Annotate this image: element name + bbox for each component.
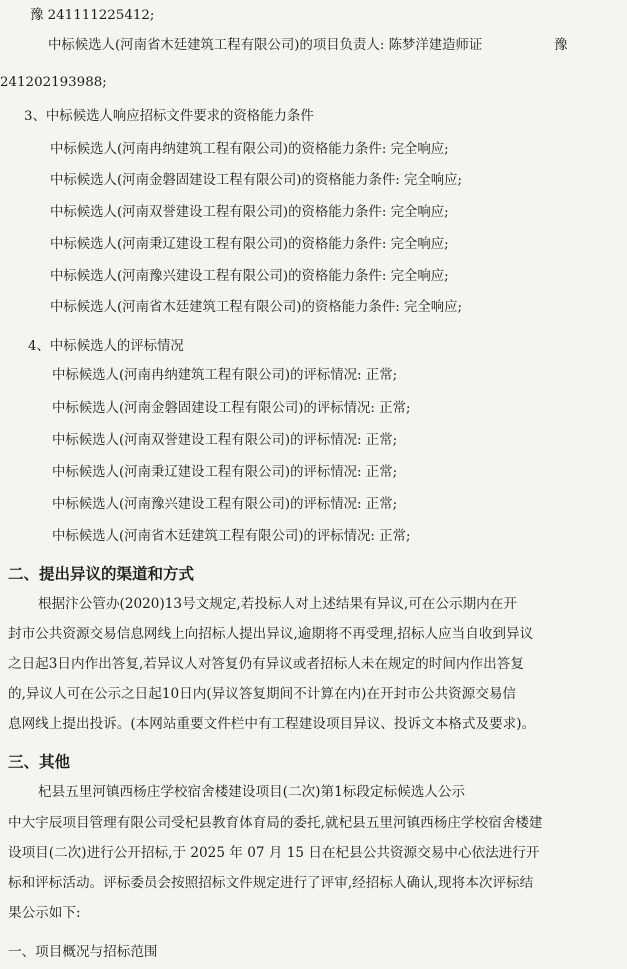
other-paragraph-line: 中大宇辰项目管理有限公司受杞县教育体育局的委托,就杞县五里河镇西杨庄学校宿舍楼建 xyxy=(8,815,543,831)
license-number-line: 豫 241111225412; xyxy=(30,8,155,23)
objection-paragraph-line: 息网线上提出投诉。(本网站重要文件栏中有工程建设项目异议、投诉文本格式及要求)。 xyxy=(8,716,536,732)
evaluation-item: 中标候选人(河南秉辽建设工程有限公司)的评标情况: 正常; xyxy=(52,465,398,480)
evaluation-item: 中标候选人(河南省木廷建筑工程有限公司)的评标情况: 正常; xyxy=(52,529,411,544)
qualification-item: 中标候选人(河南秉辽建设工程有限公司)的资格能力条件: 完全响应; xyxy=(50,237,449,252)
section-3-heading: 3、中标候选人响应招标文件要求的资格能力条件 xyxy=(24,109,314,124)
other-paragraph-line: 标和评标活动。评标委员会按照招标文件规定进行了评审,经招标人确认,现将本次评标结 xyxy=(8,875,534,891)
other-notice-title: 杞县五里河镇西杨庄学校宿舍楼建设项目(二次)第1标段定标候选人公示 xyxy=(38,784,466,800)
evaluation-item: 中标候选人(河南冉纳建筑工程有限公司)的评标情况: 正常; xyxy=(52,368,398,383)
section-4-heading: 4、中标候选人的评标情况 xyxy=(28,339,184,354)
qualification-item: 中标候选人(河南双誉建设工程有限公司)的资格能力条件: 完全响应; xyxy=(50,205,449,220)
objection-paragraph-line: 根据汴公管办(2020)13号文规定,若投标人对上述结果有异议,可在公示期内在开 xyxy=(38,596,517,612)
objection-paragraph-line: 封市公共资源交易信息网线上向招标人提出异议,逾期将不再受理,招标人应当自收到异议 xyxy=(8,626,534,642)
other-paragraph-line: 果公示如下: xyxy=(8,905,81,921)
qualification-item: 中标候选人(河南豫兴建设工程有限公司)的资格能力条件: 完全响应; xyxy=(50,269,449,284)
evaluation-item: 中标候选人(河南金磐固建设工程有限公司)的评标情况: 正常; xyxy=(52,401,411,416)
qualification-item: 中标候选人(河南金磐固建设工程有限公司)的资格能力条件: 完全响应; xyxy=(50,173,463,188)
license-number-line-2: 241202193988; xyxy=(0,75,107,90)
qualification-item: 中标候选人(河南省木廷建筑工程有限公司)的资格能力条件: 完全响应; xyxy=(50,300,463,315)
project-manager-line: 中标候选人(河南省木廷建筑工程有限公司)的项目负责人: 陈梦洋建造师证 xyxy=(48,38,483,53)
province-abbr: 豫 xyxy=(554,38,568,53)
evaluation-item: 中标候选人(河南豫兴建设工程有限公司)的评标情况: 正常; xyxy=(52,497,398,512)
objection-paragraph-line: 的,异议人可在公示之日起10日内(异议答复期间不计算在内)在开封市公共资源交易信 xyxy=(8,686,517,702)
project-overview-heading: 一、项目概况与招标范围 xyxy=(8,944,158,960)
evaluation-item: 中标候选人(河南双誉建设工程有限公司)的评标情况: 正常; xyxy=(52,433,398,448)
objection-paragraph-line: 之日起3日内作出答复,若异议人对答复仍有异议或者招标人未在规定的时间内作出答复 xyxy=(8,656,524,672)
other-heading: 三、其他 xyxy=(8,753,71,771)
objection-heading: 二、提出异议的渠道和方式 xyxy=(8,565,195,583)
qualification-item: 中标候选人(河南冉纳建筑工程有限公司)的资格能力条件: 完全响应; xyxy=(50,142,449,157)
other-paragraph-line: 设项目(二次)进行公开招标,于 2025 年 07 月 15 日在杞县公共资源交易中心依法进行开 xyxy=(8,845,540,861)
